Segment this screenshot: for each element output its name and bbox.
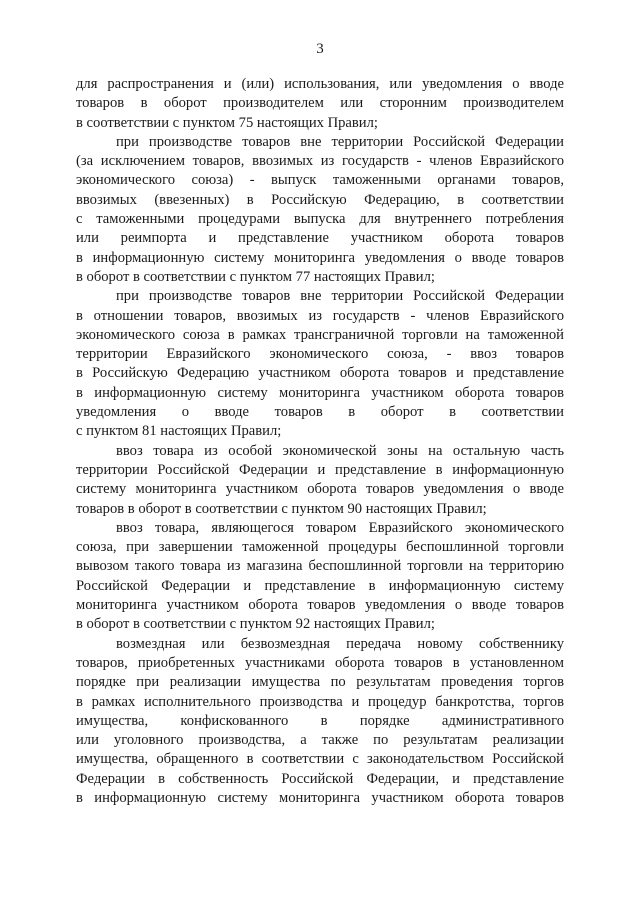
text-line: в Российскую Федерацию участником оборота товаров и представление: [76, 365, 564, 382]
text-line: Российской Федерации и представление в информационную систему: [76, 577, 564, 594]
text-line: экономического союза) - выпуск таможенными органами товаров,: [76, 172, 564, 189]
page-number: 3: [316, 41, 324, 57]
text-line: вывозом такого товара из магазина беспошлинной торговли на территорию: [76, 558, 564, 575]
text-line: в отношении товаров, ввозимых из государств - членов Евразийского: [76, 307, 564, 324]
text-line: для распространения и (или) использования, или уведомления о вводе: [76, 76, 564, 92]
text-line: (за исключением товаров, ввозимых из государств - членов Евразийского: [76, 153, 564, 170]
text-line: при производстве товаров вне территории Российской Федерации: [116, 133, 564, 150]
text-line: товаров в оборот производителем или сторонним производителем: [76, 95, 564, 112]
text-line: в оборот в соответствии с пунктом 92 настоящих Правил;: [76, 616, 435, 633]
text-line: в оборот в соответствии с пунктом 77 настоящих Правил;: [76, 268, 435, 285]
text-line: имущества, обращенного в соответствии с законодательством Российской: [76, 751, 564, 768]
text-line: территории Евразийского экономического союза, - ввоз товаров: [76, 346, 564, 363]
text-line: порядке при реализации имущества по результатам проведения торгов: [76, 674, 564, 691]
text-line: в соответствии с пунктом 75 настоящих Правил;: [76, 114, 378, 131]
text-line: систему мониторинга участником оборота товаров уведомления о вводе: [76, 481, 564, 498]
text-line: или реимпорта и представление участником оборота товаров: [76, 230, 564, 247]
text-line: союза, при завершении таможенной процедуры беспошлинной торговли: [76, 539, 564, 556]
text-line: уведомления о вводе товаров в оборот в соответствии: [76, 404, 564, 421]
text-line: ввоз товара, являющегося товаром Евразийского экономического: [116, 519, 564, 536]
text-line: Федерации в собственность Российской Федерации, и представление: [76, 770, 564, 787]
text-line: имущества, конфискованного в порядке административного: [76, 712, 564, 729]
text-line: товаров, приобретенных участниками оборота товаров в установленном: [76, 654, 564, 671]
text-line: ввоз товара из особой экономической зоны на остальную часть: [116, 442, 564, 459]
text-line: в рамках исполнительного производства и процедур банкротства, торгов: [76, 693, 564, 710]
text-line: или уголовного производства, а также по результатам реализации: [76, 732, 564, 749]
text-line: мониторинга участником оборота товаров уведомления о вводе товаров: [76, 597, 564, 614]
text-line: с пунктом 81 настоящих Правил;: [76, 423, 282, 440]
text-line: товаров в оборот в соответствии с пунктом 90 настоящих Правил;: [76, 500, 487, 517]
text-line: с таможенными процедурами выпуска для внутреннего потребления: [76, 211, 564, 228]
text-line: в информационную систему мониторинга участником оборота товаров: [76, 384, 564, 401]
text-line: в информационную систему мониторинга уведомления о вводе товаров: [76, 249, 564, 266]
text-line: территории Российской Федерации и представление в информационную: [76, 461, 564, 478]
text-line: экономического союза в рамках трансграничной торговли на таможенной: [76, 326, 564, 343]
document-body: [76, 75, 564, 808]
text-line: при производстве товаров вне территории Российской Федерации: [116, 288, 564, 305]
text-line: в информационную систему мониторинга участником оборота товаров: [76, 789, 564, 806]
text-line: возмездная или безвозмездная передача новому собственнику: [116, 635, 564, 652]
text-line: ввозимых (ввезенных) в Российскую Федерацию, в соответствии: [76, 191, 564, 208]
